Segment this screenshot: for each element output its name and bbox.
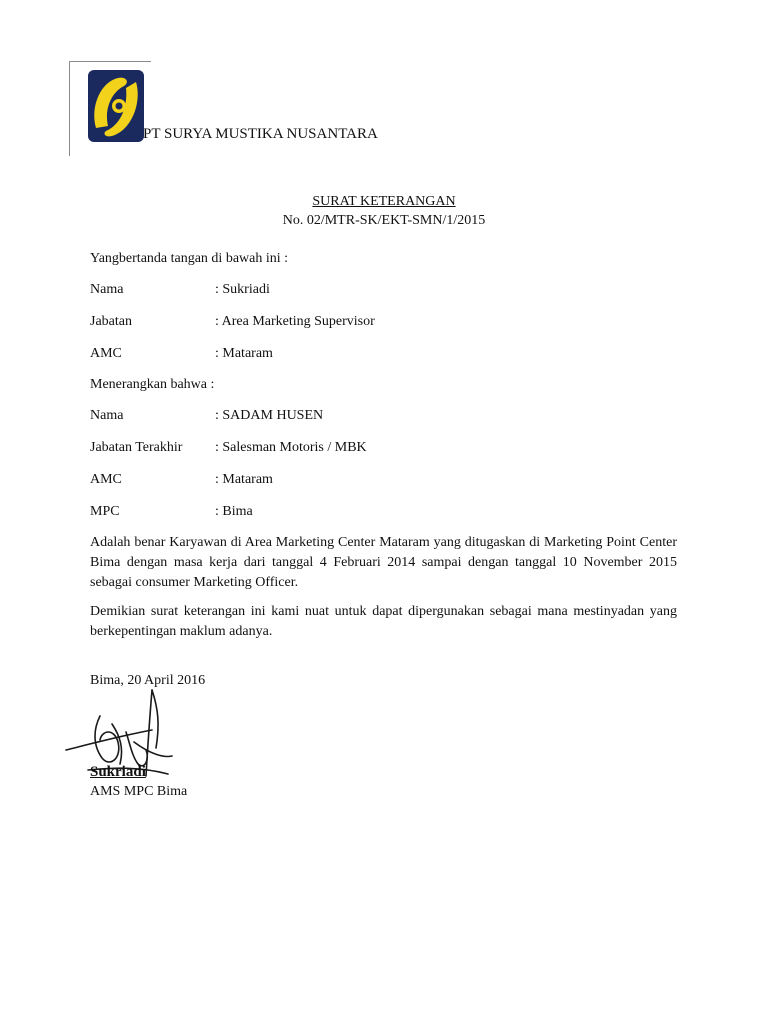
document-title: SURAT KETERANGAN [312, 194, 456, 209]
field-value: : Area Marketing Supervisor [215, 314, 375, 329]
field-label: MPC [90, 504, 120, 519]
corner-rule-left [69, 61, 70, 156]
place-date: Bima, 20 April 2016 [90, 673, 206, 688]
document-number: No. 02/MTR-SK/EKT-SMN/1/2015 [282, 213, 486, 228]
signer-role: AMS MPC Bima [90, 784, 188, 799]
field-value: : Bima [215, 504, 253, 519]
field-label: AMC [90, 472, 122, 487]
body-paragraph-statement: Adalah benar Karyawan di Area Marketing Center Mataram yang ditugaskan di Marketing Point Center Bima dengan masa kerja dari tanggal 4 Februari 2014 sampai dengan tanggal 10 November 2015 sebagai consumer Marketing Officer. [90, 535, 677, 590]
field-label: AMC [90, 346, 122, 361]
signatory-intro: Yangbertanda tangan di bawah ini : [90, 251, 289, 266]
field-value: : Salesman Motoris / MBK [215, 440, 367, 455]
field-value: : Sukriadi [215, 282, 270, 297]
field-label: Jabatan Terakhir [90, 440, 183, 455]
field-value: : SADAM HUSEN [215, 408, 324, 423]
field-label: Nama [90, 408, 124, 423]
company-name: PT SURYA MUSTIKA NUSANTARA [143, 126, 378, 142]
signer-name: Sukriadi [90, 764, 146, 780]
body-paragraph-closing: Demikian surat keterangan ini kami nuat untuk dapat dipergunakan sebagai mana mestinyadan yang berkepentingan maklum adanya. [90, 604, 677, 639]
field-label: Nama [90, 282, 124, 297]
document-heading [0, 193, 768, 230]
field-value: : Mataram [215, 472, 273, 487]
field-label: Jabatan [90, 314, 132, 329]
corner-rule-top [69, 61, 151, 62]
field-value: : Mataram [215, 346, 273, 361]
company-logo-icon [86, 68, 146, 144]
subject-intro: Menerangkan bahwa : [90, 377, 215, 392]
